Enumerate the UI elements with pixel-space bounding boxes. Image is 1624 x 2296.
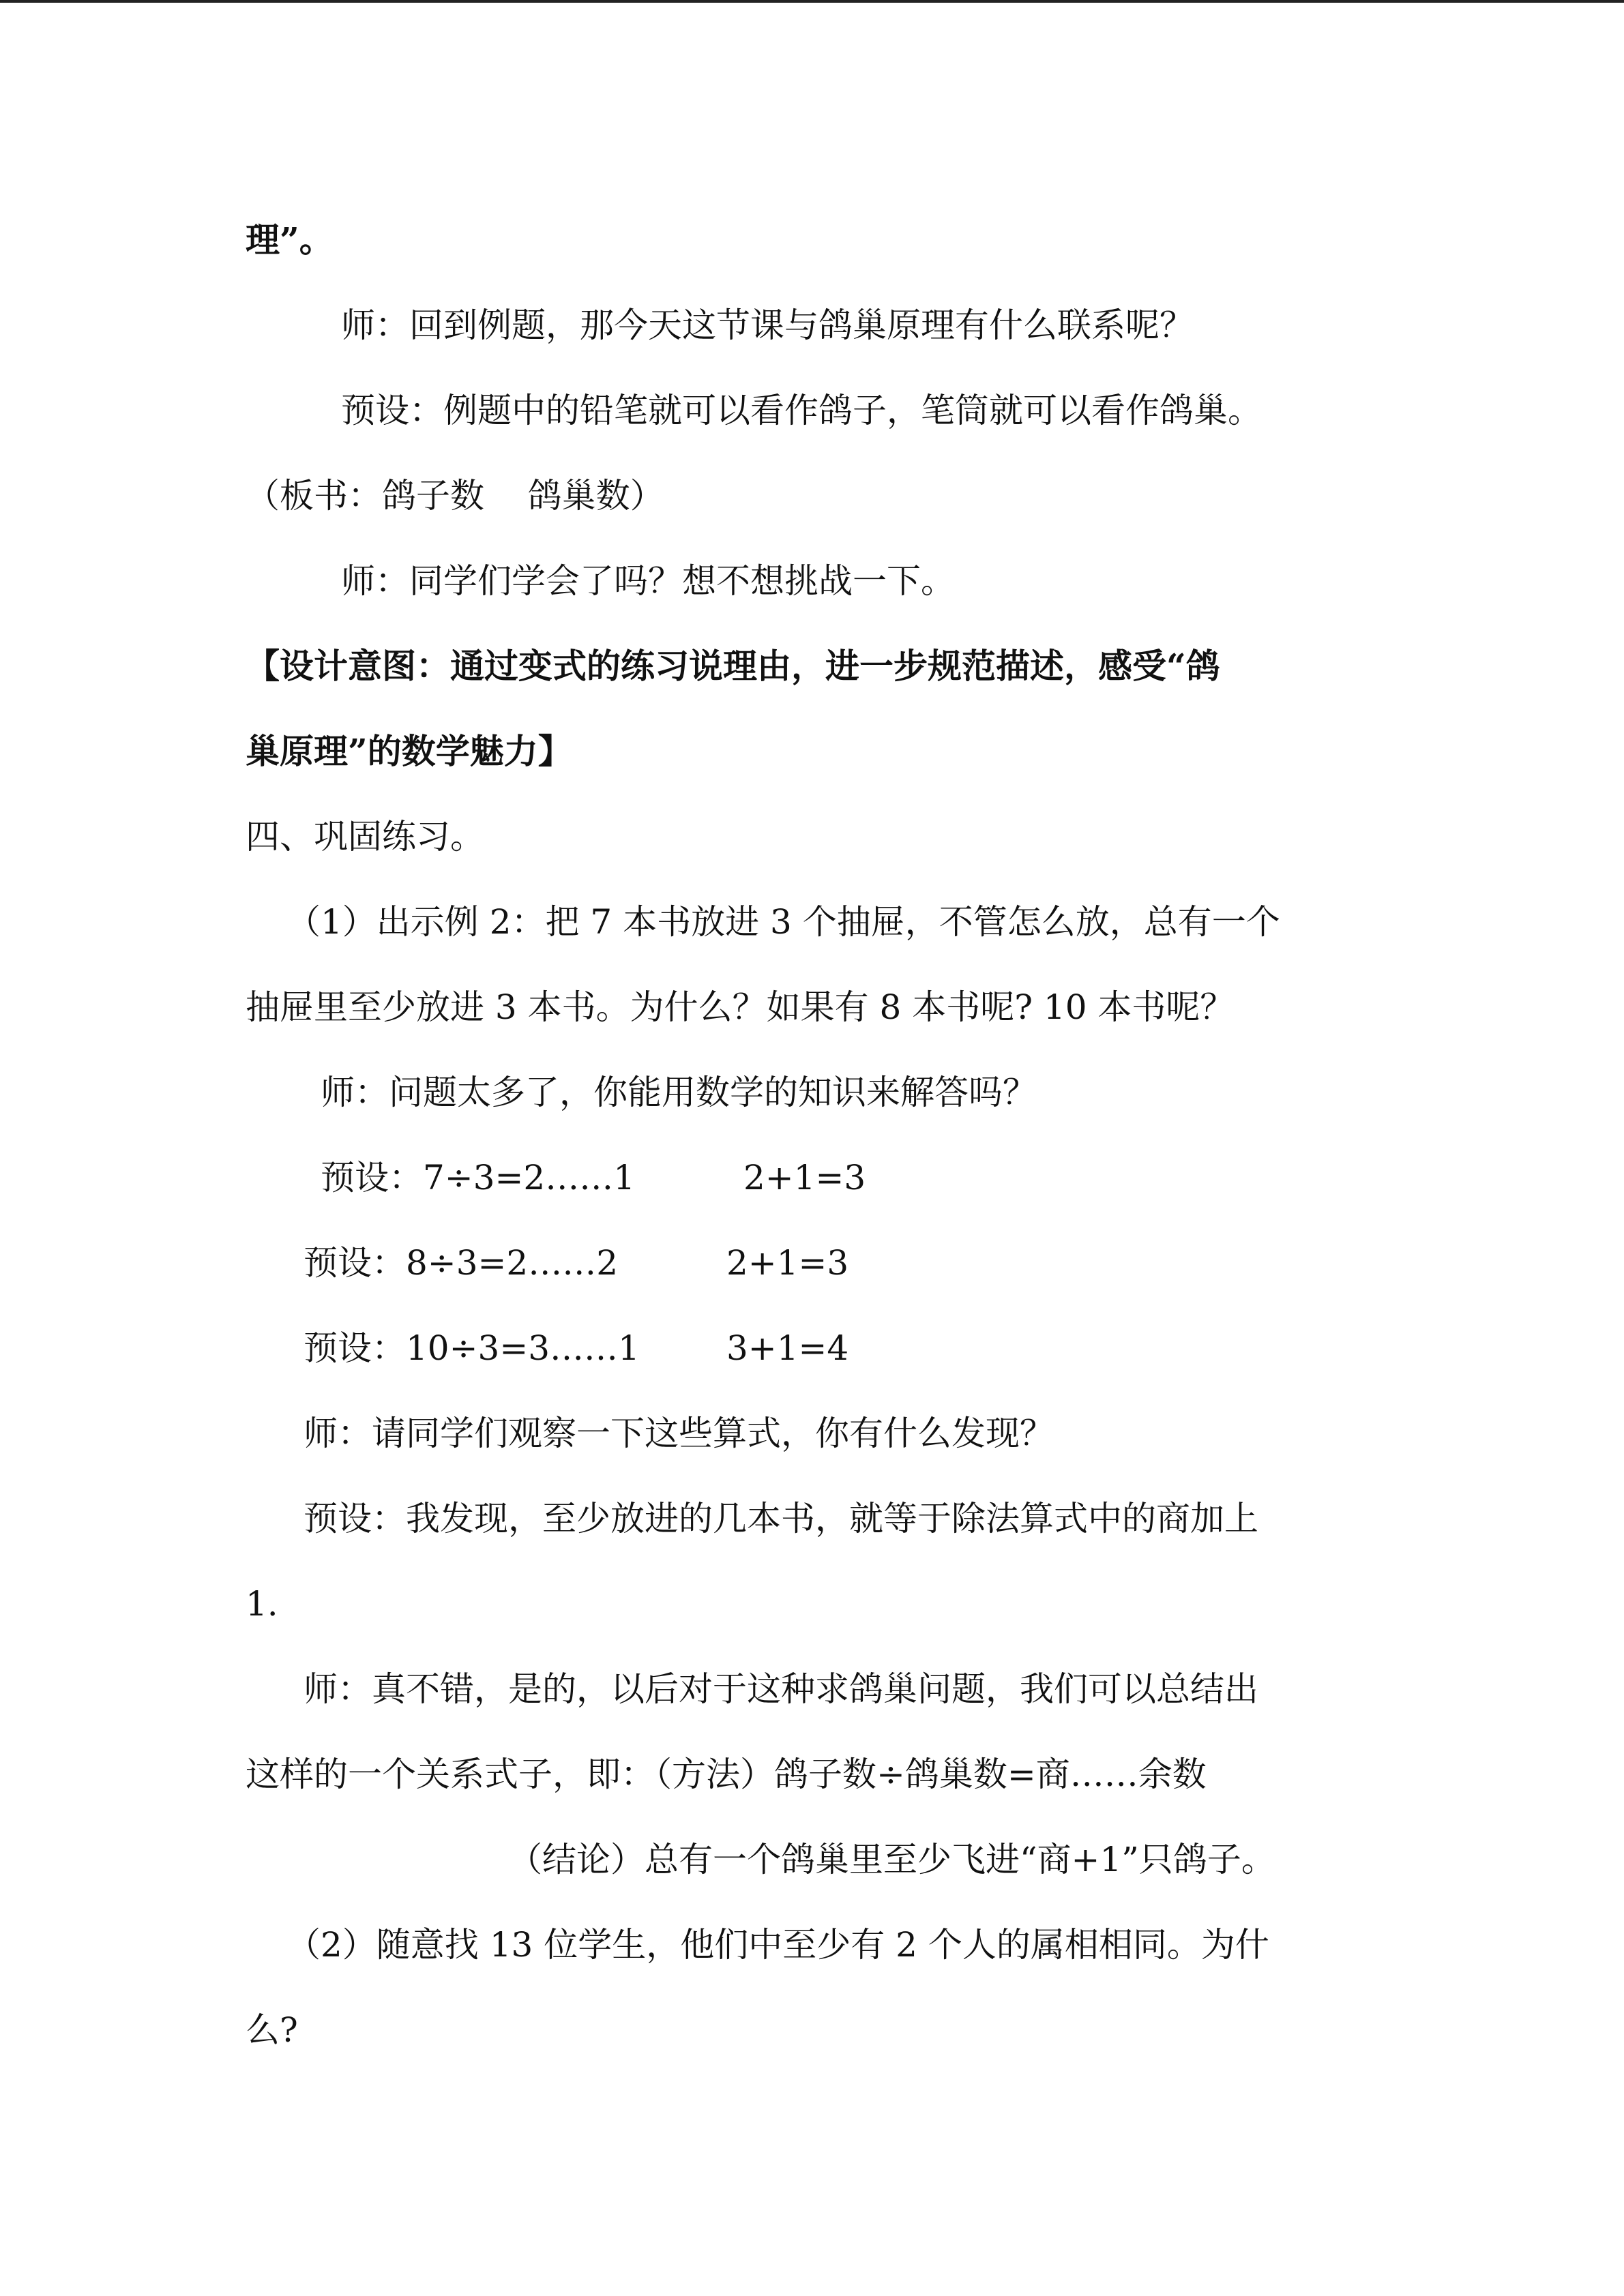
section-heading: 四、巩固练习。 <box>246 817 484 856</box>
text-line: 这样的一个关系式子，即：（方法）鸽子数÷鸽巢数=商……余数 <box>246 1755 1207 1794</box>
text-line: 师：真不错，是的，以后对于这种求鸽巢问题，我们可以总结出 <box>304 1669 1258 1709</box>
equation-line: 预设：10÷3=3……1 3+1=4 <box>304 1328 849 1368</box>
text-line: 师：问题太多了，你能用数学的知识来解答吗？ <box>321 1073 1037 1112</box>
text-line: 么? <box>246 2010 298 2050</box>
text-line: 预设：我发现，至少放进的几本书，就等于除法算式中的商加上 <box>304 1499 1258 1538</box>
text-line: 师：同学们学会了吗？想不想挑战一下。 <box>341 561 955 601</box>
text-line: 师：请同学们观察一下这些算式，你有什么发现？ <box>304 1414 1054 1453</box>
text-line: 理”。 <box>246 220 334 260</box>
equation-line: 预设：8÷3=2……2 2+1=3 <box>304 1243 849 1283</box>
design-intent-text: 巢原理”的数学魅力】 <box>246 731 572 771</box>
design-intent-text: 【设计意图：通过变式的练习说理由，进一步规范描述，感受“鸽 <box>246 646 1220 686</box>
text-line: （板书：鸽子数 鸽巢数） <box>246 476 664 516</box>
text-line: 预设：例题中的铅笔就可以看作鸽子，笔筒就可以看作鸽巢。 <box>341 391 1262 430</box>
text-line: （结论）总有一个鸽巢里至少飞进“商+1”只鸽子。 <box>508 1840 1275 1879</box>
text-line: （2）随意找 13 位学生，他们中至少有 2 个人的属相相同。为什 <box>286 1925 1269 1965</box>
text-line: 抽屉里至少放进 3 本书。为什么？如果有 8 本书呢? 10 本书呢？ <box>246 987 1235 1027</box>
text-line: （1）出示例 2：把 7 本书放进 3 个抽屉，不管怎么放，总有一个 <box>286 902 1280 942</box>
equation-line: 预设：7÷3=2……1 2+1=3 <box>321 1158 866 1197</box>
text-line: 师：回到例题，那今天这节课与鸽巢原理有什么联系呢？ <box>341 305 1194 345</box>
text-line: 1. <box>246 1584 278 1624</box>
